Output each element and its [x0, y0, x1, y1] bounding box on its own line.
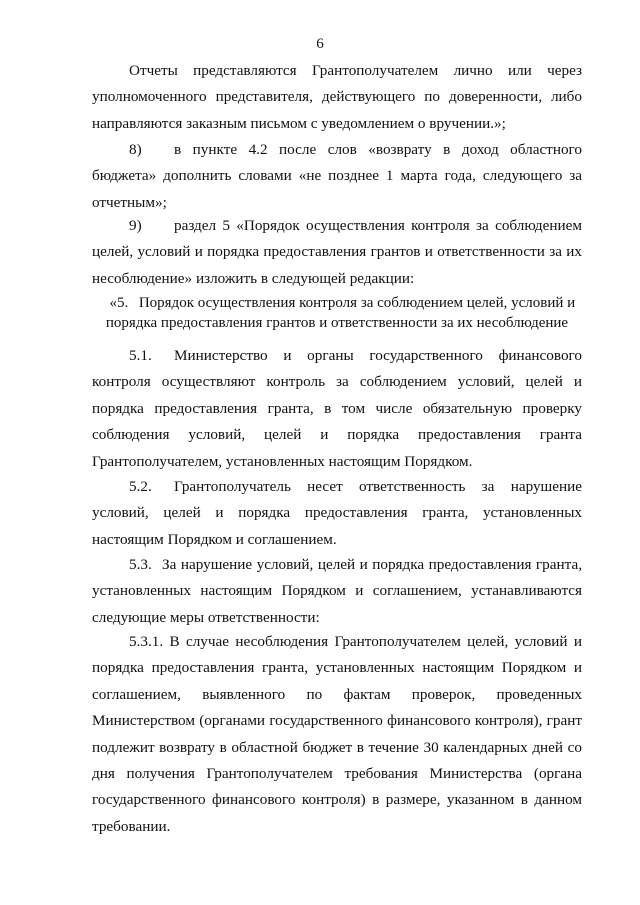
clause-number: 5.3.	[129, 556, 152, 573]
paragraph-reports	[92, 58, 582, 137]
section-heading-text: Порядок осуществления контроля за соблюдением целей, условий и	[138, 295, 576, 311]
page-number: 6	[316, 36, 324, 52]
paragraph-item-8	[92, 137, 582, 216]
paragraph-item-9	[92, 213, 582, 292]
paragraph-text: За нарушение условий, целей и порядка предоставления гранта, установленных настоящим Порядком и соглашением, устанавливаются следующие меры ответственности:	[92, 556, 582, 626]
paragraph-text: раздел 5 «Порядок осуществления контроля за соблюдением целей, условий и порядка предоставления грантов и ответственности за их несоблюдение» изложить в следующей редакции:	[92, 217, 582, 287]
paragraph-text: в пункте 4.2 после слов «возврату в доход областного бюджета» дополнить словами «не позднее 1 марта года, следующего за отчетным»;	[92, 141, 582, 211]
paragraph-text: Грантополучатель несет ответственность за нарушение условий, целей и порядка предоставления гранта, установленных настоящим Порядком и соглашением.	[92, 478, 582, 548]
paragraph-text: Отчеты представляются Грантополучателем лично или через уполномоченного представителя, действующего по доверенности, либо направляются заказным письмом с уведомлением о вручении.»;	[92, 62, 582, 132]
section-heading	[92, 293, 582, 333]
paragraph-5-3-1	[92, 629, 582, 840]
paragraph-5-1	[92, 343, 582, 475]
item-number: 9)	[129, 217, 142, 234]
clause-number: 5.2.	[129, 478, 152, 495]
section-heading-line-2: порядка предоставления грантов и ответственности за их несоблюдение	[105, 315, 569, 331]
clause-number: 5.1.	[129, 347, 152, 364]
paragraph-text: 5.3.1. В случае несоблюдения Грантополучателем целей, условий и порядка предоставления гранта, установленных настоящим Порядком и соглашением, выявленного по фактам проверок, проведенных Министерством (органами государственного финансового контроля), грант подлежит возврату в областной бюджет в течение 30 календарных дней со дня получения Грантополучателем требования Министерства (органа государственного финансового контроля) в размере, указанном в данном требовании.	[92, 633, 582, 835]
item-number: 8)	[129, 141, 142, 158]
paragraph-text: Министерство и органы государственного финансового контроля осуществляют контроль за соблюдением условий, целей и порядка предоставления гранта, в том числе обязательную проверку соблюдения условий, целей и порядка предоставления гранта Грантополучателем, установленных настоящим Порядком.	[92, 347, 582, 470]
section-heading-prefix: «5.	[109, 295, 129, 311]
paragraph-5-2	[92, 474, 582, 553]
paragraph-5-3	[92, 552, 582, 631]
section-heading-line-1	[92, 293, 582, 313]
